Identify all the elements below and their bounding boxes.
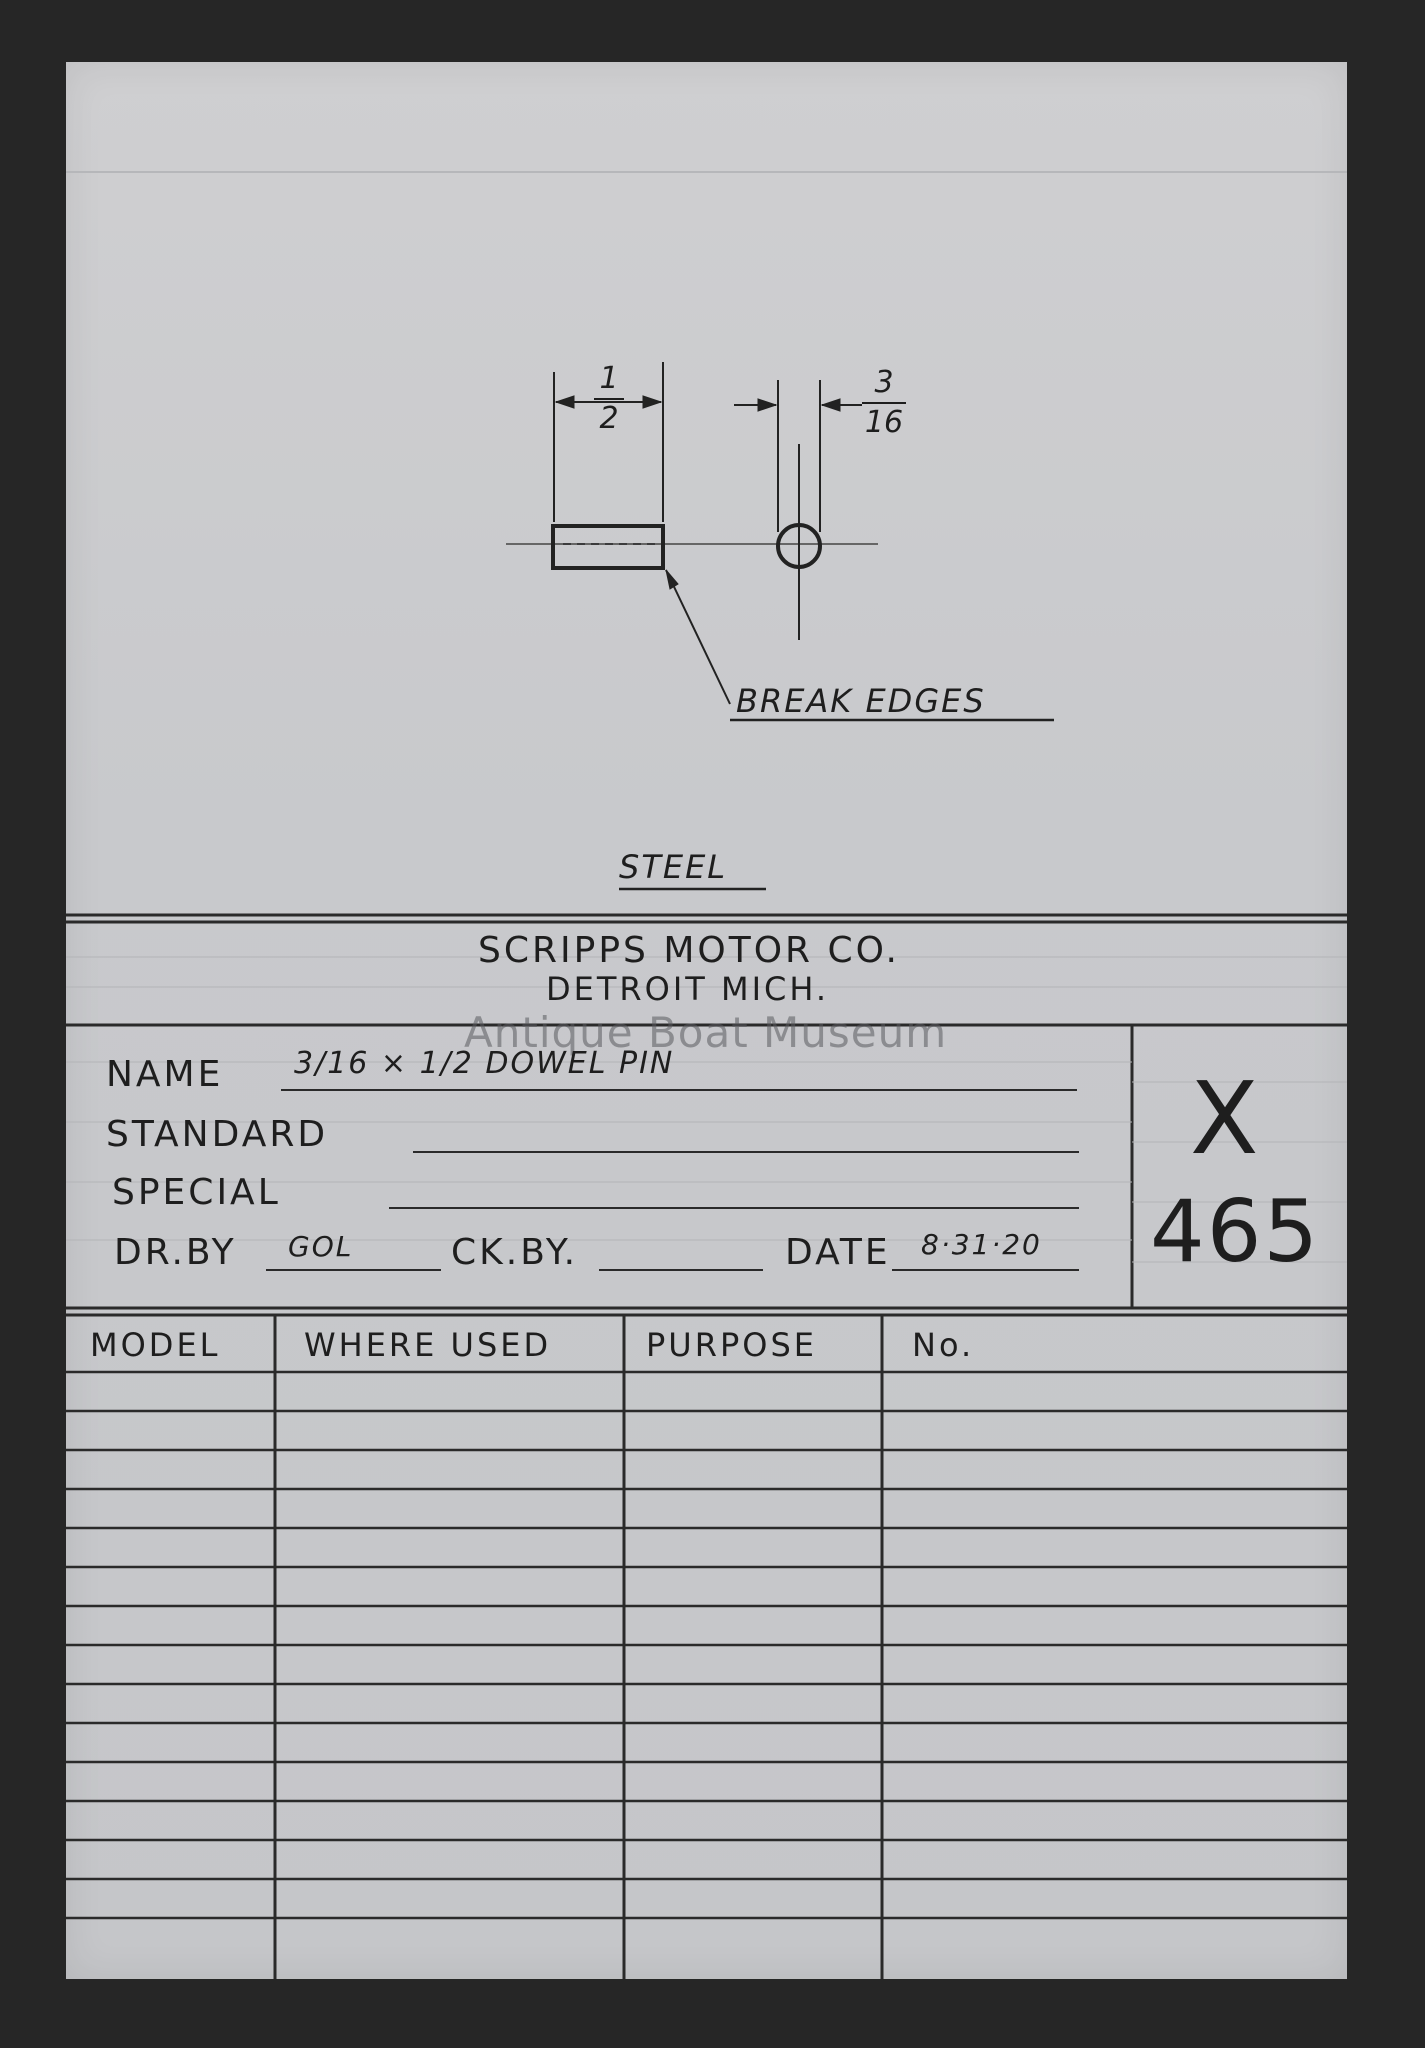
drawn-by-value: GOL [288,1230,354,1263]
break-edges-note: BREAK EDGES [736,682,986,720]
date-label: DATE [785,1232,891,1273]
diameter-denominator: 16 [864,405,904,440]
header-model: MODEL [90,1326,221,1364]
name-label: NAME [106,1054,224,1095]
header-number: No. [912,1326,975,1364]
length-numerator: 1 [599,361,619,396]
museum-watermark: Antique Boat Museum [464,1008,948,1057]
header-where-used: WHERE USED [304,1326,552,1364]
part-end-view [734,380,862,640]
header-purpose: PURPOSE [646,1326,817,1364]
company-city: DETROIT MICH. [546,970,830,1008]
length-denominator: 2 [599,401,619,436]
checked-by-label: CK.BY. [451,1232,579,1273]
standard-label: STANDARD [106,1114,329,1155]
part-number: 465 [1150,1182,1321,1282]
company-name: SCRIPPS MOTOR CO. [478,930,900,971]
drawing-sheet [66,62,1347,1979]
diameter-dimension [862,366,906,440]
length-dimension [594,362,624,436]
usage-table-grid [66,1315,1347,1979]
drawn-by-label: DR.BY [114,1232,237,1273]
part-side-view [506,362,878,568]
material-note: STEEL [619,848,728,886]
date-value: 8·31·20 [921,1228,1042,1261]
special-label: SPECIAL [112,1172,281,1213]
name-value: 3/16 × 1/2 DOWEL PIN [294,1046,675,1081]
diameter-numerator: 3 [874,365,894,400]
class-letter: X [1190,1060,1259,1177]
